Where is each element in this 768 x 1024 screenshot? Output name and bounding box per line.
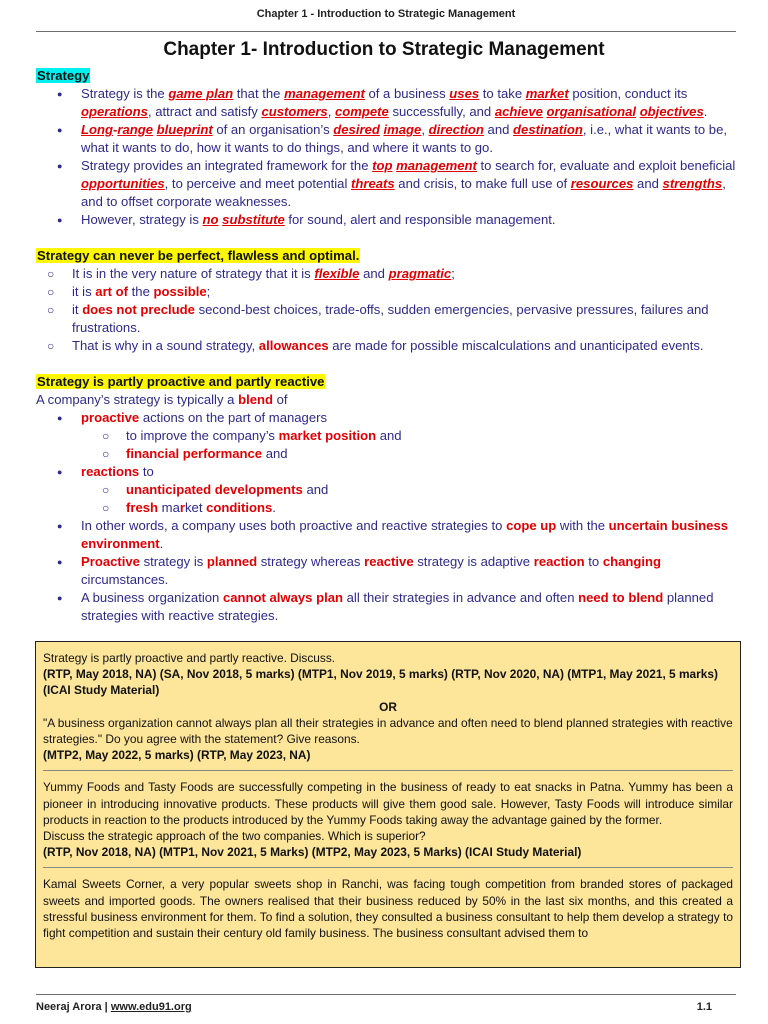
- text-run: .: [703, 104, 708, 119]
- text-run: to: [584, 554, 603, 569]
- text-run: , to perceive and meet potential: [164, 176, 351, 191]
- list-item: [36, 409, 736, 463]
- keyword: opportunities: [81, 176, 165, 191]
- text-run: .: [272, 500, 276, 515]
- keyword: management: [396, 158, 477, 173]
- keyword: blend: [238, 392, 273, 407]
- text-run: ;: [451, 266, 455, 281]
- text-run: , attract and satisfy: [147, 104, 262, 119]
- heading-text: Strategy is partly proactive and partly reactive: [37, 374, 325, 389]
- text-run: Strategy is the: [81, 86, 169, 101]
- text-run: strategy is adaptive: [413, 554, 534, 569]
- text-run: successfully, and: [388, 104, 495, 119]
- section-strategy-heading: [36, 67, 736, 85]
- text-run: circumstances.: [81, 572, 169, 587]
- text-run: A business organization: [81, 590, 223, 605]
- list-item: [81, 499, 736, 517]
- text-run: ,: [421, 122, 429, 137]
- text-run: , and to offset corporate weaknesses.: [81, 176, 726, 209]
- list-item: [36, 211, 736, 229]
- keyword: image: [383, 122, 422, 137]
- text-run: for sound, alert and responsible management.: [284, 212, 556, 227]
- section-never-perfect-heading: [36, 247, 736, 265]
- text-run: planned strategies with reactive strategies.: [81, 590, 714, 623]
- text-run: ket: [184, 500, 207, 515]
- keyword: desired: [333, 122, 380, 137]
- keyword: blueprint: [156, 122, 213, 137]
- keyword: changing: [602, 554, 662, 569]
- sub-list: [81, 481, 736, 517]
- keyword: pragmatic: [388, 266, 452, 281]
- list-item: [36, 283, 736, 301]
- spacer: [36, 355, 736, 373]
- keyword: cannot always plan: [222, 590, 344, 605]
- text-run: That is why in a sound strategy,: [72, 338, 259, 353]
- keyword: allowances: [258, 338, 329, 353]
- keyword: planned: [206, 554, 258, 569]
- text-run: , i.e., what it wants to be, what it wants to do, how it wants to do things, and where it wants to go.: [81, 122, 727, 155]
- list-item: [81, 427, 736, 445]
- section-proactive-reactive-heading: [36, 373, 736, 391]
- text-run: it: [72, 302, 83, 317]
- never-perfect-list: [36, 265, 736, 355]
- list-item: [36, 589, 736, 625]
- website-link[interactable]: www.edu91.org: [110, 1001, 192, 1013]
- list-item: [36, 337, 736, 355]
- keyword: Long: [81, 122, 113, 137]
- text-run: of a business: [364, 86, 450, 101]
- keyword: uncertain business environment: [81, 518, 729, 551]
- keyword: top: [372, 158, 393, 173]
- running-header: [36, 0, 736, 32]
- divider: [43, 867, 733, 868]
- question-text: Discuss the strategic approach of the two companies. Which is superior?: [43, 829, 426, 844]
- list-item: [81, 481, 736, 499]
- text-run: A company’s strategy is typically a: [36, 392, 239, 407]
- list-item: [36, 85, 736, 121]
- keyword: art of: [95, 284, 129, 299]
- keyword: r: [179, 500, 185, 515]
- exam-reference: (RTP, May 2018, NA) (SA, Nov 2018, 5 marks) (MTP1, Nov 2019, 5 marks) (RTP, Nov 2020, NA) (MTP1, May 2021, 5 marks) (ICAI Study Material): [43, 667, 718, 698]
- text-run: to take: [479, 86, 526, 101]
- text-run: In other words, a company uses both proactive and reactive strategies to: [81, 518, 507, 533]
- list-item: [81, 445, 736, 463]
- keyword: unanticipated developments: [126, 482, 303, 497]
- exam-questions-box: [35, 641, 741, 968]
- text-run: and: [359, 266, 389, 281]
- keyword: organisational: [546, 104, 637, 119]
- blend-list: [36, 409, 736, 625]
- keyword: cope up: [506, 518, 557, 533]
- list-item: [36, 157, 736, 211]
- text-run: and: [633, 176, 663, 191]
- text-run: and: [483, 122, 514, 137]
- exam-reference: (RTP, Nov 2018, NA) (MTP1, Nov 2021, 5 Marks) (MTP2, May 2023, 5 Marks) (ICAI Study Material): [43, 845, 582, 860]
- page-footer: [36, 994, 736, 1013]
- page-number: 1.1: [696, 1001, 712, 1013]
- sub-list: [81, 427, 736, 463]
- author-name: Neeraj Arora |: [36, 1001, 111, 1013]
- running-title: Chapter 1 - Introduction to Strategic Management: [256, 8, 516, 20]
- text-run: Strategy provides an integrated framework for the: [81, 158, 373, 173]
- case-study-text: Yummy Foods and Tasty Foods are successfully competing in the business of ready to eat snacks in Patna. Yummy has been a pioneer in introducing innovative products. These products will give them good sale. However, Tasty Foods will introduce similar products in reaction to the products introduced by the Yummy Foods taking away the advantage gained by the former.: [43, 780, 733, 827]
- exam-reference: (MTP2, May 2022, 5 marks) (RTP, May 2023, NA): [43, 748, 311, 763]
- text-run: strategy whereas: [257, 554, 365, 569]
- text-run: .: [159, 536, 164, 551]
- text-run: to search for, evaluate and exploit beneficial: [476, 158, 736, 173]
- list-item: [36, 301, 736, 337]
- keyword: market: [525, 86, 569, 101]
- question-text: "A business organization cannot always plan all their strategies in advance and often need to blend planned strategies with reactive strategies." Do you agree with the statement? Give reasons.: [43, 715, 733, 747]
- keyword: strengths: [662, 176, 723, 191]
- text-run: ,: [327, 104, 335, 119]
- keyword: conditions: [206, 500, 273, 515]
- keyword: reaction: [533, 554, 585, 569]
- text-run: position, conduct its: [568, 86, 688, 101]
- list-item: [36, 553, 736, 589]
- heading-text: Strategy: [37, 68, 90, 83]
- keyword: fresh: [126, 500, 159, 515]
- main-content: [36, 67, 736, 625]
- keyword: direction: [428, 122, 484, 137]
- spacer: [36, 229, 736, 247]
- text-run: and: [302, 482, 329, 497]
- text-run: of: [273, 392, 288, 407]
- text-run: -: [113, 122, 118, 137]
- text-run: actions on the part of managers: [139, 410, 328, 425]
- keyword: possible: [153, 284, 207, 299]
- text-run: with the: [556, 518, 609, 533]
- text-run: However, strategy is: [81, 212, 203, 227]
- text-run: and crisis, to make full use of: [394, 176, 571, 191]
- text-run: it is: [72, 284, 96, 299]
- keyword: destination: [513, 122, 583, 137]
- text-run: ma: [161, 500, 180, 515]
- keyword: game plan: [168, 86, 234, 101]
- keyword: does not preclude: [82, 302, 195, 317]
- page-title: Chapter 1- Introduction to Strategic Management: [163, 39, 605, 60]
- keyword: management: [284, 86, 365, 101]
- text-run: to improve the company’s: [126, 428, 279, 443]
- keyword: operations: [81, 104, 148, 119]
- text-run: It is in the very nature of strategy that it is: [72, 266, 315, 281]
- or-separator: OR: [379, 699, 397, 714]
- text-run: that the: [233, 86, 285, 101]
- keyword: Proactive: [81, 554, 140, 569]
- case-study-text: Kamal Sweets Corner, a very popular sweets shop in Ranchi, was facing tough competition from branded stores of packaged sweets and imported goods. The owners realised that their business reduced by 50% in the last six months, and this created a stressful business environment for them. To find a solution, they consulted a business consultant to help them develop a strategy to fight competition and sustain their century old family business. The business consultant advised them to: [43, 877, 733, 941]
- keyword: substitute: [222, 212, 285, 227]
- keyword: compete: [334, 104, 389, 119]
- keyword: objectives: [639, 104, 704, 119]
- text-run: ;: [206, 284, 211, 299]
- text-run: of an organisation’s: [212, 122, 334, 137]
- keyword: need to blend: [578, 590, 664, 605]
- text-run: strategy is: [139, 554, 207, 569]
- text-run: second-best choices, trade-offs, sudden emergencies, pervasive pressures, failures and frustrations.: [72, 302, 709, 335]
- heading-text: Strategy can never be perfect, flawless and optimal.: [37, 248, 360, 263]
- keyword: achieve: [494, 104, 543, 119]
- text-run: and: [262, 446, 288, 461]
- keyword: reactions: [81, 464, 140, 479]
- keyword: flexible: [314, 266, 360, 281]
- keyword: market position: [278, 428, 377, 443]
- divider: [43, 770, 733, 771]
- keyword: reactive: [364, 554, 414, 569]
- keyword: uses: [449, 86, 480, 101]
- keyword: resources: [570, 176, 634, 191]
- list-item: [36, 265, 736, 283]
- text-run: to: [139, 464, 154, 479]
- question-text: Strategy is partly proactive and partly reactive. Discuss.: [43, 651, 336, 665]
- text-run: are made for possible miscalculations and unanticipated events.: [328, 338, 704, 353]
- text-run: the: [128, 284, 154, 299]
- list-item: [36, 121, 736, 157]
- strategy-definitions-list: [36, 85, 736, 229]
- keyword: threats: [351, 176, 395, 191]
- keyword: customers: [261, 104, 328, 119]
- text-run: all their strategies in advance and often: [343, 590, 579, 605]
- text-run: and: [376, 428, 402, 443]
- list-item: [36, 463, 736, 517]
- keyword: proactive: [81, 410, 140, 425]
- keyword: range: [117, 122, 154, 137]
- keyword: financial performance: [126, 446, 263, 461]
- keyword: no: [202, 212, 219, 227]
- blend-intro: [36, 391, 736, 409]
- list-item: [36, 517, 736, 553]
